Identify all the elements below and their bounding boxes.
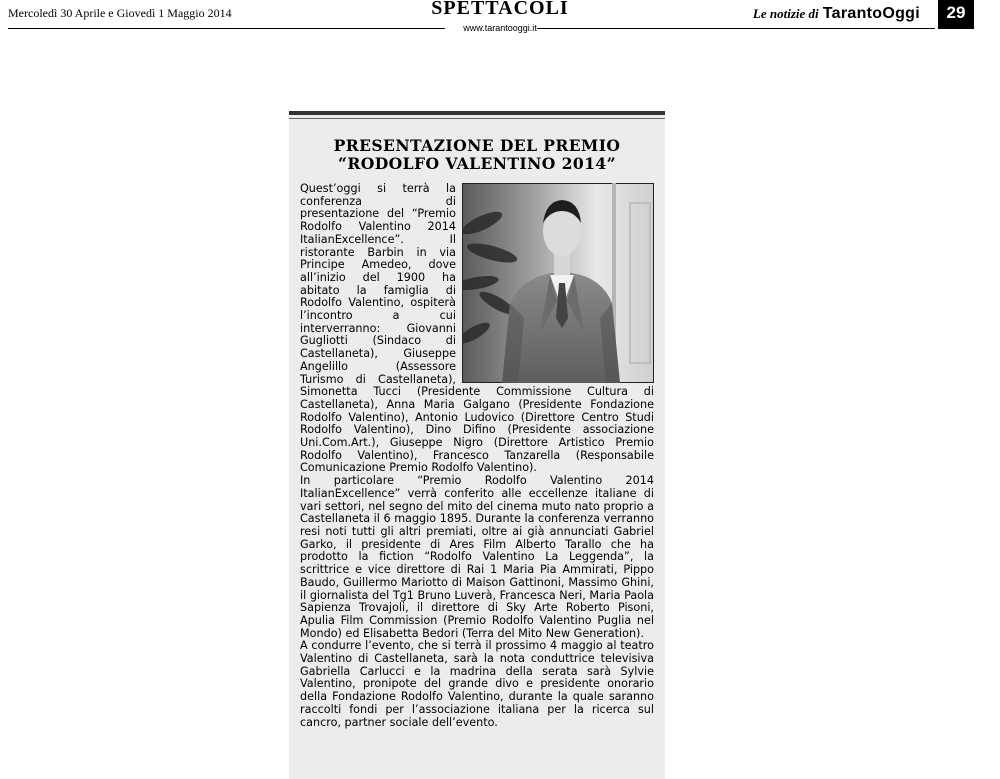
header-rule-right [537,28,935,29]
article-headline [289,137,665,173]
header-rule-left [8,28,445,29]
website-url: www.tarantooggi.it [463,23,537,33]
section-title: SPETTACOLI [431,0,569,19]
article-paragraph: A condurre l’evento, che si terrà il prossimo 4 maggio al teatro Valentino di Castellaneta, sarà la nota conduttrice televisiva Gabriella Carlucci e la madrina della serata sarà Sylvie Valentino, pronipote del grande divo e presidente onorario della Fondazione Rodolfo Valentino, durante la quale saranno raccolti fondi per l’associazione italiana per la ricerca sul cancro, partner sociale dell’evento. [300,639,654,729]
issue-date: Mercoledì 30 Aprile e Giovedì 1 Maggio 2014 [8,6,232,20]
headline-line-2: “RODOLFO VALENTINO 2014” [338,154,616,173]
masthead-tagline [753,5,920,23]
portrait-image [462,183,654,383]
brand-name: TarantoOggi [822,5,920,22]
article-body [300,183,654,729]
tagline-prefix: Le notizie di [752,6,819,21]
article-paragraph: Quest’oggi si terrà la conferenza di presentazione del “Premio Rodolfo Valentino 2014 ItalianExcellence”. Il ristorante Barbin in via Principe Amedeo, dove all’inizio del 1900 ha abitato la famiglia di Rodolfo Valentino, ospiterà l’incontro a cui interverranno: Giovanni Gugliotti (Sindaco di Castellaneta), Giuseppe Angelillo (Assessore Turismo di Castellaneta), Simonetta Tucci (Presidente Commissione Cultura di Castellaneta), Anna Maria Galgano (Presidente Fondazione Rodolfo Valentino), Antonio Ludovico (Direttore Centro Studi Rodolfo Valentino), Dino Difino (Presidente associazione Uni.Com.Art.), Giuseppe Nigro (Direttore Artistico Premio Rodolfo Valentino), Francesco Tanzarella (Responsabile Comunicazione Premio Rodolfo Valentino). [300,182,654,475]
headline-line-1: PRESENTAZIONE DEL PREMIO [333,136,621,155]
page-number: 29 [938,0,974,29]
article-photo [462,183,654,383]
article-box [289,111,665,779]
article-paragraph: In particolare “Premio Rodolfo Valentino 2014 ItalianExcellence” verrà conferito alle eccellenze italiane di vari settori, nel segno del mito del cinema muto nato proprio a Castellaneta il 6 maggio 1895. Durante la conferenza verranno resi noti tutti gli altri premiati, oltre ai già annunciati Gabriel Garko, il presidente di Ares Film Alberto Tarallo che ha prodotto la fiction “Rodolfo Valentino La Leggenda”, la scrittrice e vice direttore di Rai 1 Maria Pia Ammirati, Pippo Baudo, Guillermo Mariotto di Maison Gattinoni, Massimo Ghini, il giornalista del Tg1 Bruno Luverà, Francesca Neri, Maria Paola Sapienza Trovajoli, il direttore di Sky Arte Roberto Pisoni, Apulia Film Commission (Premio Rodolfo Valentino Puglia nel Mondo) ed Elisabetta Bedori (Terra del Mito New Generation). [300,474,654,640]
